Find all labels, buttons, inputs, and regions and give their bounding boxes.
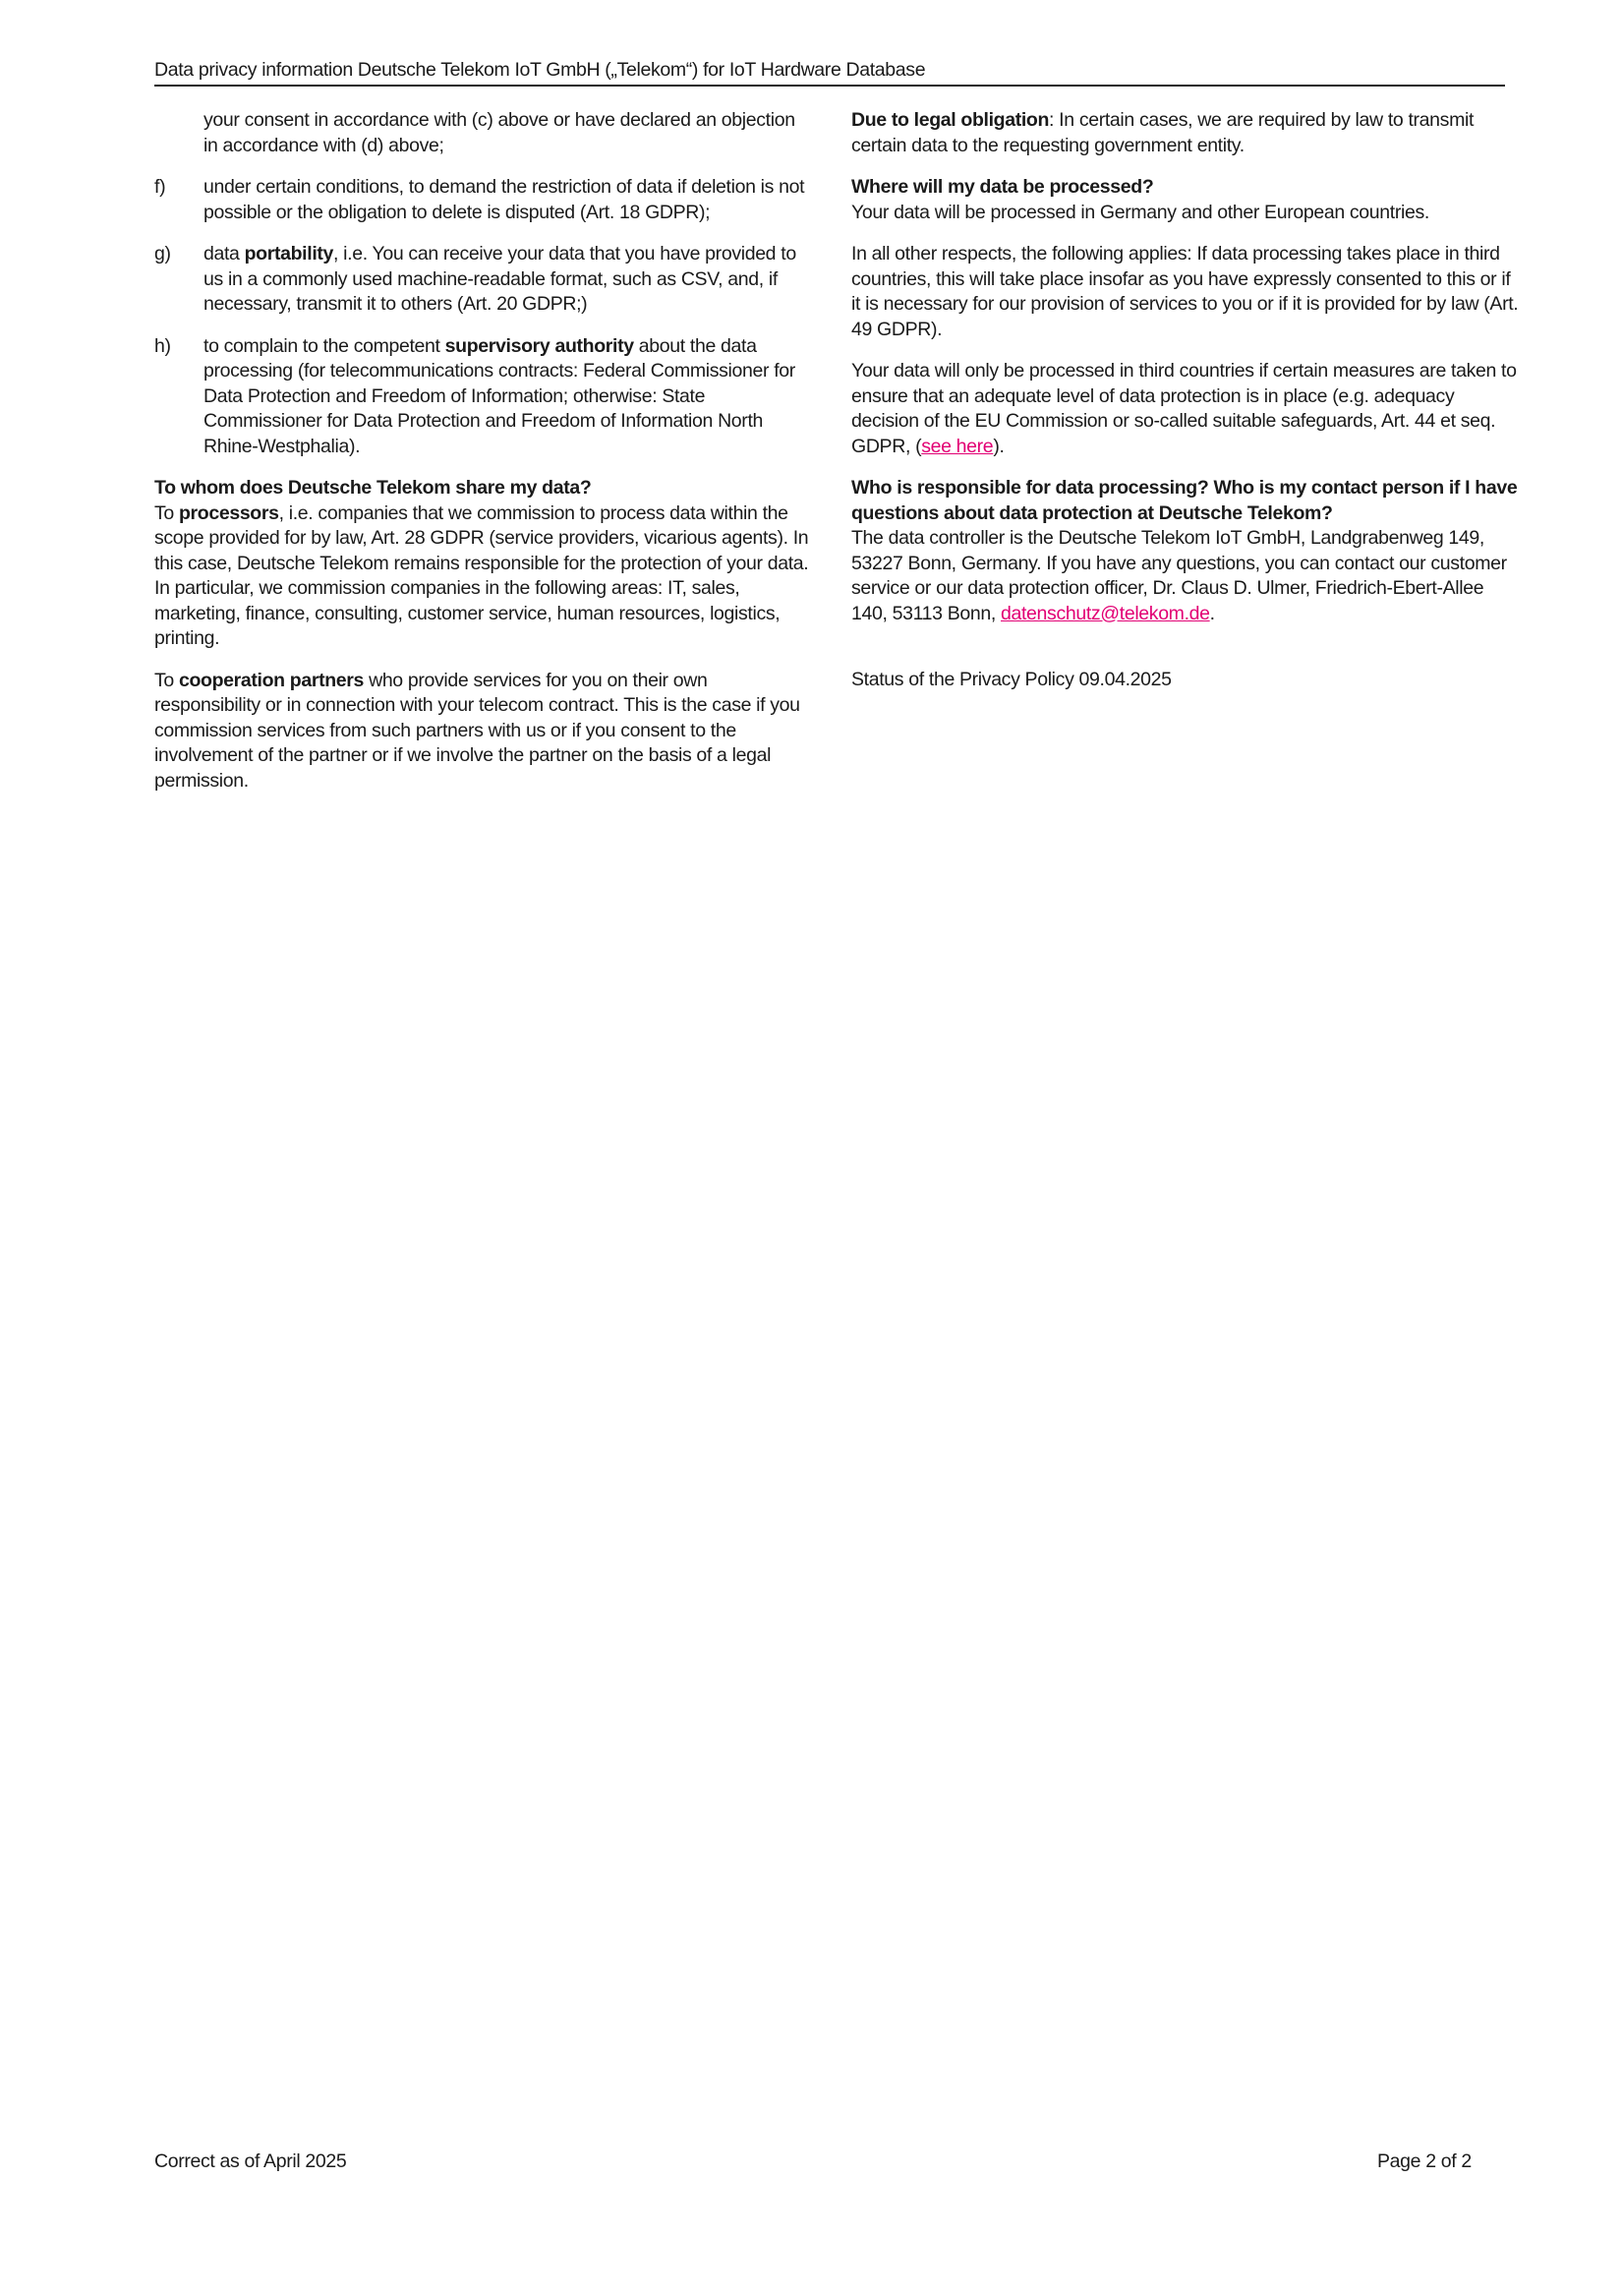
email-link[interactable]: datenschutz@telekom.de — [1001, 602, 1210, 624]
bold-term: supervisory authority — [444, 334, 634, 357]
para-text: To — [154, 669, 179, 691]
para-text: , i.e. companies that we commission to process data within the scope provided for by law, Art. 28 GDPR (service providers, vicarious agents). In this case, Deutsche Telekom remains responsible for the protection of your data. In particular, we commission companies in the following areas: IT, sales, marketing, finance, consulting, customer service, human resources, logistics, printing. — [154, 501, 809, 649]
where-paragraph: Your data will be processed in Germany and other European countries. — [851, 201, 1429, 223]
see-here-link[interactable]: see here — [921, 435, 994, 457]
list-text: data — [203, 243, 245, 265]
list-item-f — [154, 175, 813, 225]
bold-term: Due to legal obligation — [851, 109, 1050, 131]
list-item-text — [203, 242, 813, 318]
list-marker: g) — [154, 243, 171, 265]
bold-term: processors — [178, 501, 279, 524]
legal-obligation-paragraph — [851, 108, 1520, 158]
page-number: Page 2 of 2 — [1377, 2150, 1472, 2172]
para-text: ). — [993, 435, 1005, 457]
policy-status: Status of the Privacy Policy 09.04.2025 — [851, 669, 1172, 690]
page-header — [154, 56, 1505, 87]
responsible-paragraph — [851, 526, 1520, 626]
list-item-continuation: your consent in accordance with (c) above or have declared an objection in accordance with (d) above; — [203, 109, 795, 156]
bold-term: portability — [244, 243, 334, 265]
list-item-g — [154, 242, 813, 318]
list-text: , i.e. You can receive your data that you have provided to us in a commonly used machine-readable format, such as CSV, and, if necessary, transmit it to others (Art. 20 GDPR;) — [203, 243, 796, 315]
section-heading-responsible: Who is responsible for data processing? Who is my contact person if I have questions about data protection at Deutsche Telekom? — [851, 477, 1518, 524]
list-item-h — [154, 334, 813, 460]
header-title: Data privacy information Deutsche Telekom IoT GmbH („Telekom“) for IoT Hardware Database — [154, 59, 926, 81]
right-column — [851, 108, 1520, 693]
footer-date: Correct as of April 2025 — [154, 2150, 347, 2172]
bold-term: cooperation partners — [178, 669, 365, 691]
left-column — [154, 108, 813, 810]
section-heading-share: To whom does Deutsche Telekom share my data? — [154, 477, 592, 499]
para-text: : In certain cases, we are required by law to transmit certain data to the requesting government entity. — [851, 109, 1475, 156]
third-countries-paragraph — [851, 359, 1520, 459]
list-item-text — [203, 175, 813, 225]
para-text: who provide services for you on their own responsibility or in connection with your telecom contract. This is the case if you commission services from such partners with us or if you consent to the involvement of the partner or if we involve the partner on the basis of a legal permission. — [154, 669, 800, 792]
list-text: about the data processing (for telecommunications contracts: Federal Commissioner for Data Protection and Freedom of Information; otherwise: State Commissioner for Data Protection and Freedom of Information North Rhine-Westphalia). — [203, 334, 795, 457]
para-text: Your data will only be processed in third countries if certain measures are taken to ensure that an adequate level of data protection is in place (e.g. adequacy decision of the EU Commission or so-called suitable safeguards, Art. 44 et seq. GDPR, ( — [851, 360, 1517, 457]
para-text: To — [154, 501, 179, 524]
para-text: The data controller is the Deutsche Telekom IoT GmbH, Landgrabenweg 149, 53227 Bonn, Germany. If you have any questions, you can contact our customer service or our data protection officer, Dr. Claus D. Ulmer, Friedrich-Ebert-Allee 140, 53113 Bonn, — [851, 527, 1507, 624]
processors-paragraph — [154, 501, 813, 652]
list-marker: h) — [154, 334, 171, 357]
para-text: . — [1209, 602, 1215, 624]
partners-paragraph — [154, 669, 813, 795]
list-item-text — [203, 334, 813, 460]
other-respects-paragraph: In all other respects, the following applies: If data processing takes place in third countries, this will take place insofar as you have expressly consented to this or if it is necessary for our provision of services to you or if it is provided for by law (Art. 49 GDPR). — [851, 243, 1519, 340]
list-marker: f) — [154, 176, 166, 198]
section-heading-where: Where will my data be processed? — [851, 176, 1154, 198]
list-text: under certain conditions, to demand the restriction of data if deletion is not possible or the obligation to delete is disputed (Art. 18 GDPR); — [203, 176, 805, 223]
list-text: to complain to the competent — [203, 334, 445, 357]
